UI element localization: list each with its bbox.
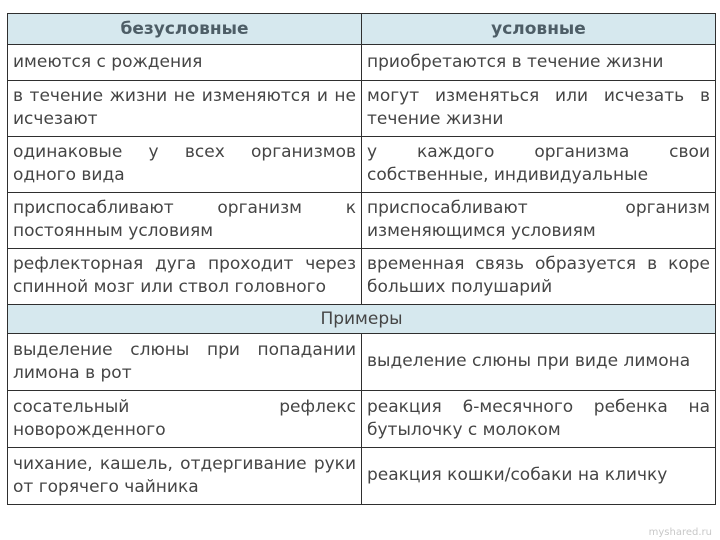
table-row xyxy=(8,137,716,193)
header-unconditioned: безусловные xyxy=(8,14,362,45)
table-row xyxy=(8,448,716,505)
cell-conditioned: у каждого организма свои собственные, индивидуальные xyxy=(362,137,716,193)
table-row xyxy=(8,391,716,448)
cell-conditioned: приобретаются в течение жизни xyxy=(362,45,716,81)
cell-unconditioned: рефлекторная дуга проходит через спинной мозг или ствол головного xyxy=(8,249,362,305)
comparison-table xyxy=(7,13,716,505)
cell-conditioned: временная связь образуется в коре больших полушарий xyxy=(362,249,716,305)
table-row xyxy=(8,45,716,81)
table-row xyxy=(8,193,716,249)
cell-unconditioned: в течение жизни не изменяются и не исчезают xyxy=(8,81,362,137)
table-row xyxy=(8,334,716,391)
examples-header-row xyxy=(8,305,716,334)
cell-conditioned: приспосабливают организм изменяющимся условиям xyxy=(362,193,716,249)
example-unconditioned: сосательный рефлекс новорожденного xyxy=(8,391,362,448)
watermark: myshared.ru xyxy=(648,527,712,538)
examples-header: Примеры xyxy=(8,305,716,334)
example-unconditioned: чихание, кашель, отдергивание руки от горячего чайника xyxy=(8,448,362,505)
cell-conditioned: могут изменяться или исчезать в течение жизни xyxy=(362,81,716,137)
example-conditioned: реакция кошки/собаки на кличку xyxy=(362,448,716,505)
table-header-row xyxy=(8,14,716,45)
example-unconditioned: выделение слюны при попадании лимона в рот xyxy=(8,334,362,391)
example-conditioned: реакция 6-месячного ребенка на бутылочку с молоком xyxy=(362,391,716,448)
header-conditioned: условные xyxy=(362,14,716,45)
cell-unconditioned: одинаковые у всех организмов одного вида xyxy=(8,137,362,193)
cell-unconditioned: имеются с рождения xyxy=(8,45,362,81)
cell-unconditioned: приспосабливают организм к постоянным условиям xyxy=(8,193,362,249)
table-row xyxy=(8,249,716,305)
table-row xyxy=(8,81,716,137)
example-conditioned: выделение слюны при виде лимона xyxy=(362,334,716,391)
